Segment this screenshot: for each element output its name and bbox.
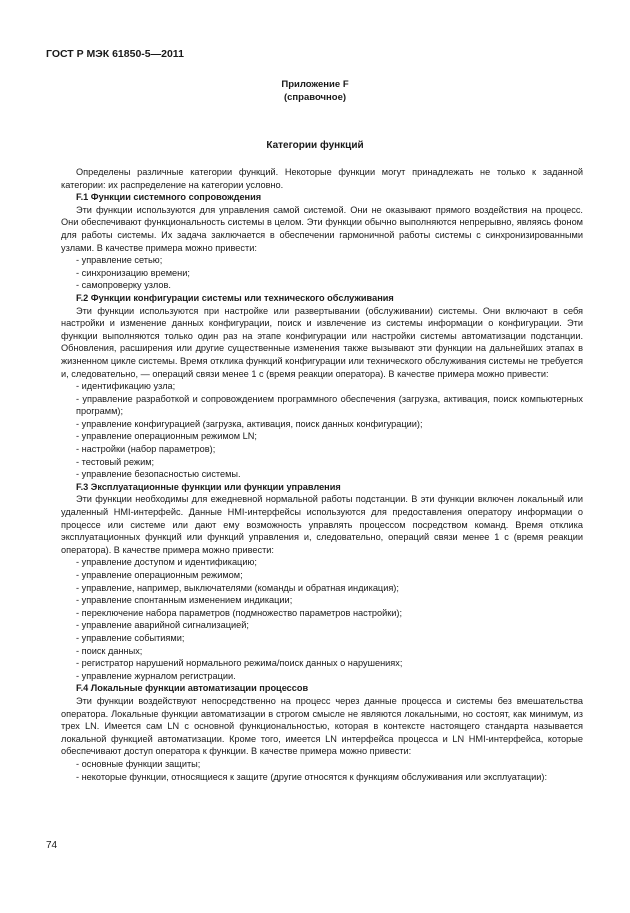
list-item: - идентификацию узла; <box>76 381 176 392</box>
document-body <box>61 166 583 783</box>
f2-heading: F.2 Функции конфигурации системы или технического обслуживания <box>76 292 394 303</box>
list-item: - управление спонтанным изменением индикации; <box>76 595 293 606</box>
annex-subtitle: (справочное) <box>283 92 347 103</box>
list-item: - синхронизацию времени; <box>76 267 190 278</box>
list-item: - некоторые функции, относящиеся к защите (другие относятся к функциям обслуживания или эксплуатации): <box>76 771 548 782</box>
annex-heading <box>0 78 630 104</box>
annex-title: Приложение F <box>281 79 349 90</box>
intro-paragraph: Определены различные категории функций. Некоторые функции могут принадлежать не только к заданной категории: их распределение на категории условно. <box>61 167 583 190</box>
list-item: - самопроверку узлов. <box>76 280 171 291</box>
f1-heading: F.1 Функции системного сопровождения <box>76 192 262 203</box>
f3-paragraph: Эти функции необходимы для ежедневной нормальной работы подстанции. В эти функции включен локальный или удаленный HMI-интерфейс. Данные HMI-интерфейсы используются для предоставления оператору информации о процессе или системе или дают ему возможность управлять процессом посредством команд. Время отклика эксплуатационных функций или функций управления и, следовательно, операций связи менее 1 с (время реакции оператора). В качестве примера можно привести: <box>61 494 583 555</box>
list-item: - управление конфигурацией (загрузка, активация, поиск данных конфигурации); <box>76 418 423 429</box>
list-item: - управление аварийной сигнализацией; <box>76 620 249 631</box>
f2-paragraph: Эти функции используются при настройке или развертывании (обслуживании) системы. Они включают в себя настройки и изменение данных конфигурации, поиск и извлечение из системы информации о конфигурации. Эти функции выполняются только один раз на этапе конфигурации или настройки системы автоматизации подстанции. Обновления, расширения или другие существенные изменения также вызывают эти функции на дальнейших этапах в жизненном цикле системы. Время отклика функций конфигурации или технического обслуживания системы не требуется и, следовательно, — операций связи менее 1 с (время реакции оператора). В качестве примера можно привести: <box>61 305 583 379</box>
document-header: ГОСТ Р МЭК 61850-5—2011 <box>46 48 184 60</box>
list-item: - управление доступом и идентификацию; <box>76 557 257 568</box>
list-item: - настройки (набор параметров); <box>76 444 216 455</box>
list-item: - управление операционным режимом LN; <box>76 431 257 442</box>
list-item: - управление событиями; <box>76 632 185 643</box>
list-item: - основные функции защиты; <box>76 758 201 769</box>
list-item: - управление безопасностью системы. <box>76 469 241 480</box>
list-item: - управление журналом регистрации. <box>76 670 236 681</box>
f4-paragraph: Эти функции воздействуют непосредственно на процесс через данные процесса и системы без вмешательства оператора. Локальные функции автоматизации в строгом смысле не являются локальными, но состоят, как минимум, из трех LN. Имеется сам LN с основной функциональностью, которая в контексте настоящего стандарта называется локальной функцией автоматизации. Кроме того, имеется LN интерфейса процесса и LN HMI-интерфейса, которые обеспечивают доступ оператора к функции. В качестве примера можно привести: <box>61 695 583 757</box>
list-item: - управление операционным режимом; <box>76 570 243 580</box>
list-item: - управление разработкой и сопровождением программного обеспечения (загрузка, активация, поиск компьютерных программ); <box>76 393 583 417</box>
page-number: 74 <box>46 840 58 851</box>
f1-paragraph: Эти функции используются для управления самой системой. Они не оказывают прямого воздействия на процесс. Они обеспечивают функциональность системы в целом. Эти функции обычно выполняются непрерывно, являясь фоном для работы системы. Их задача заключается в обеспечении гармоничной работы системы с синхронизированными узлами. В качестве примера можно привести: <box>61 204 583 253</box>
list-item: - переключение набора параметров (подмножество параметров настройки); <box>76 607 403 618</box>
list-item: - управление, например, выключателями (команды и обратная индикация); <box>76 582 399 593</box>
list-item: - регистратор нарушений нормального режима/поиск данных о нарушениях; <box>76 658 403 669</box>
section-title: Категории функций <box>266 140 364 151</box>
list-item: - управление сетью; <box>76 255 163 266</box>
f3-heading: F.3 Эксплуатационные функции или функции управления <box>76 481 341 492</box>
list-item: - поиск данных; <box>76 645 143 656</box>
f4-heading: F.4 Локальные функции автоматизации процессов <box>76 683 309 694</box>
list-item: - тестовый режим; <box>76 456 155 467</box>
